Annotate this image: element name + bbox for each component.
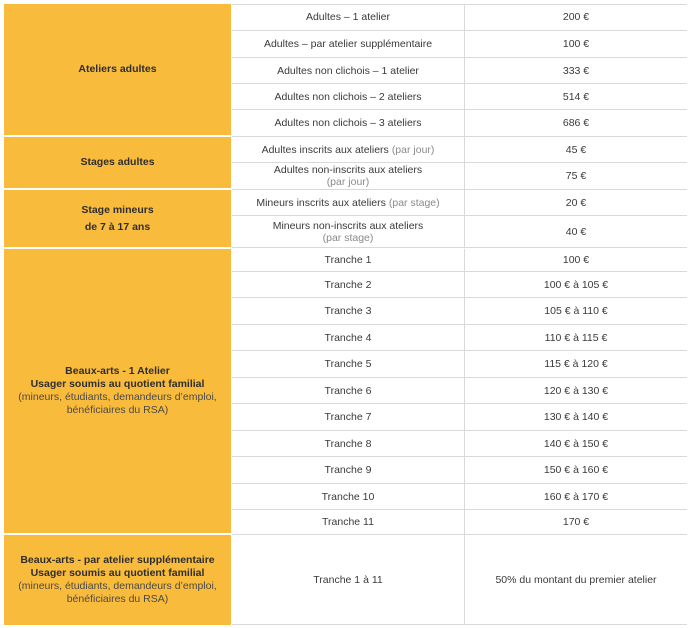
row-price (465, 484, 687, 509)
row-label-text: Tranche 2 (324, 278, 372, 291)
category-stage-mineurs (4, 190, 231, 247)
category-subtitle: Usager soumis au quotient familial (30, 567, 205, 579)
row-price (465, 431, 687, 456)
table-row (232, 535, 687, 625)
category-title: Stages adultes (80, 156, 155, 168)
category-note: (mineurs, étudiants, demandeurs d’emploi, (18, 391, 217, 403)
row-label (232, 4, 465, 30)
category-title: Beaux-arts - 1 Atelier (65, 365, 170, 377)
row-price-text: 105 € à 110 € (544, 305, 608, 317)
table-row (232, 58, 687, 84)
category-subtitle: de 7 à 17 ans (84, 220, 151, 233)
category-title: Ateliers adultes (78, 63, 157, 75)
row-label-text: Tranche 6 (324, 384, 372, 397)
row-price-text: 686 € (562, 117, 590, 129)
table-row (232, 378, 687, 404)
row-label (232, 58, 465, 83)
row-label (232, 535, 465, 624)
row-price (465, 457, 687, 483)
table-row (232, 510, 687, 535)
category-note: bénéficiaires du RSA) (66, 404, 169, 416)
row-label-text: Adultes non clichois – 3 ateliers (274, 117, 422, 129)
table-row (232, 431, 687, 457)
row-label-text: Tranche 5 (324, 358, 372, 370)
row-price-text: 333 € (562, 64, 590, 77)
row-label-text: Tranche 7 (324, 411, 372, 423)
row-label (232, 31, 465, 57)
row-price-text: 75 € (565, 170, 587, 182)
row-label-text: Tranche 3 (324, 305, 372, 317)
row-price (465, 351, 687, 377)
row-label (232, 249, 465, 271)
row-label (232, 137, 465, 162)
row-price (465, 510, 687, 534)
row-label-text: Tranche 1 à 11 (313, 573, 383, 586)
table-row (232, 404, 687, 431)
table-row (232, 84, 687, 110)
row-price-text: 100 € à 105 € (543, 278, 609, 291)
row-label (232, 484, 465, 509)
row-label-note: (par jour) (326, 176, 370, 188)
table-row (232, 325, 687, 351)
table-row (232, 298, 687, 325)
row-price (465, 404, 687, 430)
category-stages-adultes (4, 137, 231, 188)
row-price (465, 110, 687, 136)
row-label-text: Tranche 10 (321, 490, 375, 503)
row-price (465, 137, 687, 162)
row-price (465, 298, 687, 324)
table-row (232, 4, 687, 31)
category-beaux-arts-supplementaire (4, 535, 231, 625)
row-price-text: 100 € (562, 38, 590, 50)
row-price (465, 163, 687, 189)
row-price-text: 160 € à 170 € (543, 490, 609, 503)
row-label-text: Tranche 9 (324, 464, 372, 476)
row-price (465, 378, 687, 403)
table-row (232, 137, 687, 163)
row-price (465, 216, 687, 247)
row-label (232, 404, 465, 430)
row-price-text: 140 € à 150 € (543, 437, 609, 450)
row-label (232, 298, 465, 324)
category-note: bénéficiaires du RSA) (66, 593, 169, 605)
row-label (232, 325, 465, 350)
row-label-text: Mineurs inscrits aux ateliers (256, 196, 386, 209)
category-note: (mineurs, étudiants, demandeurs d’emploi, (18, 580, 217, 592)
row-price (465, 31, 687, 57)
row-price (465, 272, 687, 297)
row-price-text: 514 € (562, 90, 590, 103)
row-price (465, 84, 687, 109)
row-label-text: Adultes – par atelier supplémentaire (263, 38, 433, 50)
row-label-text: Mineurs non-inscrits aux ateliers (272, 219, 424, 232)
row-price (465, 190, 687, 215)
table-row (232, 31, 687, 58)
row-label-text: Adultes non clichois – 1 atelier (277, 64, 419, 77)
table-row (232, 110, 687, 137)
row-price-text: 200 € (562, 11, 590, 23)
row-price-text: 50% du montant du premier atelier (495, 573, 657, 586)
row-label (232, 457, 465, 483)
row-label (232, 216, 465, 247)
row-price-text: 130 € à 140 € (543, 411, 609, 423)
row-price-text: 45 € (565, 143, 587, 156)
row-label (232, 378, 465, 403)
table-row (232, 272, 687, 298)
category-title: Beaux-arts - par atelier supplémentaire (20, 554, 215, 566)
table-row (232, 484, 687, 510)
row-label-text: Tranche 11 (322, 516, 374, 528)
row-price (465, 58, 687, 83)
table-row (232, 216, 687, 248)
table-row (232, 351, 687, 378)
row-label (232, 272, 465, 297)
row-label (232, 110, 465, 136)
table-row (232, 249, 687, 272)
row-price-text: 170 € (562, 516, 590, 528)
row-label-note: (par jour) (391, 143, 435, 156)
table-row (232, 457, 687, 484)
row-price-text: 115 € à 120 € (544, 358, 608, 370)
row-price (465, 535, 687, 624)
row-price-text: 40 € (565, 225, 587, 238)
row-label-text: Adultes non clichois – 2 ateliers (274, 90, 422, 103)
category-ateliers-adultes (4, 4, 231, 135)
row-price (465, 4, 687, 30)
row-price-text: 100 € (562, 254, 590, 266)
row-price (465, 249, 687, 271)
table-row (232, 190, 687, 216)
row-label-text: Tranche 1 (324, 254, 372, 266)
row-label-text: Adultes – 1 atelier (305, 11, 391, 23)
row-label-note: (par stage) (388, 196, 440, 209)
row-label (232, 163, 465, 189)
row-label (232, 510, 465, 534)
category-title: Stage mineurs (81, 203, 154, 216)
row-label-note: (par stage) (322, 231, 374, 244)
category-beaux-arts-1-atelier (4, 249, 231, 533)
row-label (232, 84, 465, 109)
category-subtitle: Usager soumis au quotient familial (30, 378, 205, 390)
row-label (232, 190, 465, 215)
row-price (465, 325, 687, 350)
table-row (232, 163, 687, 190)
pricing-table (4, 4, 688, 625)
row-label-text: Adultes non-inscrits aux ateliers (273, 164, 423, 176)
row-label (232, 431, 465, 456)
row-price-text: 20 € (565, 196, 587, 209)
row-label-text: Adultes inscrits aux ateliers (261, 143, 389, 156)
row-label-text: Tranche 8 (324, 437, 372, 450)
row-label-text: Tranche 4 (324, 331, 372, 344)
row-label (232, 351, 465, 377)
row-price-text: 120 € à 130 € (543, 384, 609, 397)
row-price-text: 150 € à 160 € (543, 464, 609, 476)
row-price-text: 110 € à 115 € (544, 331, 608, 344)
